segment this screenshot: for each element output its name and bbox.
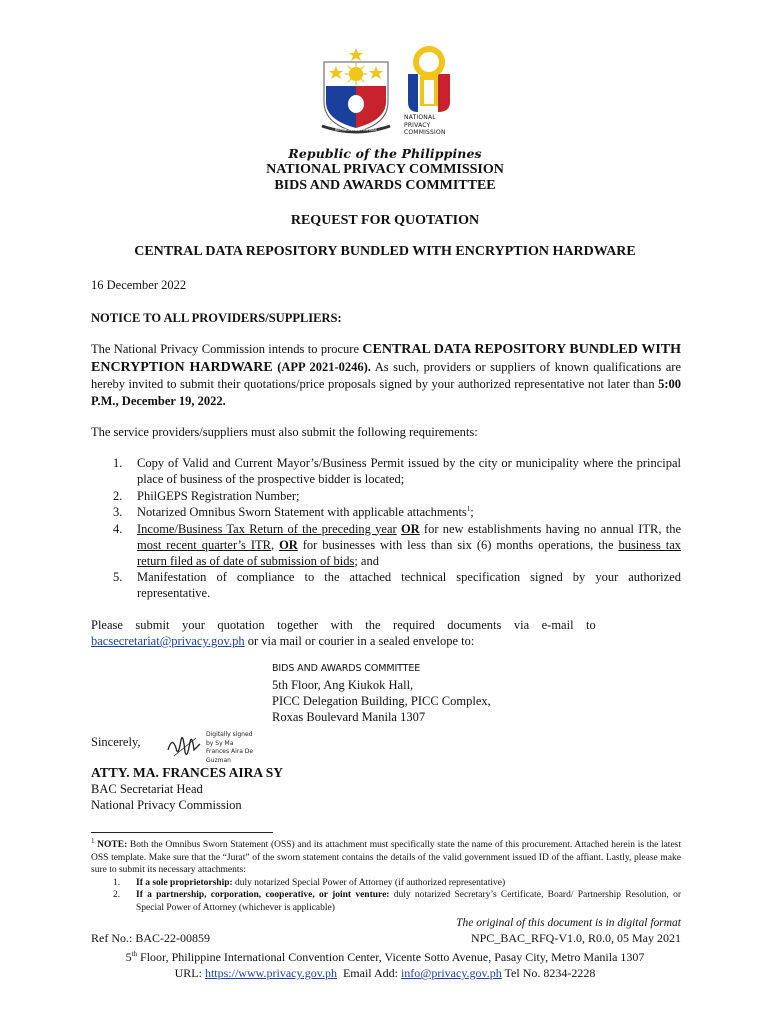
intro-project-name: CENTRAL DATA REPOSITORY BUNDLED WITH ENCRYPTION HARDWARE [91, 342, 682, 375]
address-line: Roxas Boulevard Manila 1307 [272, 710, 426, 724]
signatory-org: National Privacy Commission [91, 798, 242, 812]
intro-text-2: As such, providers or suppliers of known qualifications are hereby invited to submit their quotations/price proposals signed by your authorized representative not later than [91, 359, 681, 391]
committee-heading: BIDS AND AWARDS COMMITTEE [274, 178, 496, 193]
mailing-address [272, 661, 491, 725]
requirement-text: Copy of Valid and Current Mayor’s/Business Permit issued by the city or municipality where the principal place of business of the prospective bidder is located; [137, 456, 681, 486]
or-label: OR [279, 537, 298, 552]
website-link[interactable]: https://www.privacy.gov.ph [204, 966, 337, 980]
digital-signature-mark [166, 730, 204, 762]
npc-logo-text [404, 114, 446, 137]
footer-contacts: URL: https://www.privacy.gov.ph Email Add: info@privacy.gov.ph Tel No. 8234-2228 [174, 966, 596, 980]
requirements-list [91, 455, 681, 602]
footnote-ref: 1 [466, 504, 471, 513]
intro-app-code: (APP 2021-0246). [272, 359, 371, 374]
requirement-item: 1. Copy of Valid and Current Mayor’s/Business Permit issued by the city or municipality where the principal place of business of the prospective bidder is located; [113, 456, 681, 486]
original-format-note: The original of this document is in digital format [456, 917, 681, 929]
agency-heading: NATIONAL PRIVACY COMMISSION [266, 162, 504, 177]
closing: Sincerely, [91, 735, 141, 749]
header-logos [318, 42, 460, 140]
footnote-divider [91, 832, 273, 833]
requirement-text: PhilGEPS Registration Number; [137, 488, 300, 503]
requirement-text: Notarized Omnibus Sworn Statement with applicable attachments [137, 505, 467, 519]
notice-heading: NOTICE TO ALL PROVIDERS/SUPPLIERS: [91, 311, 342, 325]
submission-deadline: 5:00 P.M., December 19, 2022. [91, 377, 681, 408]
npc-logo-line: COMMISSION [404, 129, 446, 136]
signatory-title: BAC Secretariat Head [91, 782, 203, 796]
requirement-text: Manifestation of compliance to the attached technical specification signed by your authorized representative. [137, 570, 681, 600]
republic-heading: Republic of the Philippines [288, 146, 482, 161]
bac-email-link[interactable]: bacsecretariat@privacy.gov.ph [91, 634, 245, 648]
project-title-heading: CENTRAL DATA REPOSITORY BUNDLED WITH ENCRYPTION HARDWARE [134, 244, 636, 259]
address-heading: BIDS AND AWARDS COMMITTEE [272, 663, 421, 674]
requirement-text: Income/Business Tax Return of the preceding year [137, 521, 397, 536]
requirement-item: 4. Income/Business Tax Return of the preceding year OR for new establishments having no annual ITR, the most recent quarter’s ITR, OR for businesses with less than six (6) months operations, the business tax return filed as of date of submission of bids; and [113, 521, 682, 568]
intro-text: The National Privacy Commission intends to procure [91, 342, 363, 356]
intro-paragraph [91, 341, 681, 409]
reference-number: Ref No.: BAC-22-00859 [91, 931, 210, 945]
requirement-item: 2. PhilGEPS Registration Number; [113, 488, 300, 503]
footnote-note: $^1$ NOTE: Both the Omnibus Sworn Statement (OSS) and its attachment must specifically state the name of this procurement. Attached herein is the latest OSS template. Make sure that the “Jurat” of the sworn statement contains the details of the valid government issued ID of the affiant. Lastly, please make sure to submit its necessary attachments: [91, 836, 682, 875]
document-date: 16 December 2022 [91, 278, 187, 292]
seal-ribbon-text: REPUBLIKA NG PILIPINAS [334, 128, 378, 132]
requirements-intro: The service providers/suppliers must also submit the following requirements: [91, 425, 478, 439]
npc-logo-line: PRIVACY [404, 121, 431, 129]
document-type-heading: REQUEST FOR QUOTATION [290, 213, 480, 228]
submit-instruction-line: Please submit your quotation together with the required documents via e-mail to [91, 618, 596, 632]
digital-signature-note: Digitally signed by Sy Ma Frances Aira De Guzman [206, 731, 254, 764]
or-label: OR [400, 521, 420, 536]
footnote-item: 1. If a sole proprietorship: duly notarized Special Power of Attorney (if authorized representative) [113, 877, 506, 888]
footnote [91, 836, 682, 914]
footnote-item: 2. If a partnership, corporation, cooperative, or joint venture: duly notarized Secretary’s Certificate, Board/ Partnership Resolution, or Special Power of Attorney (whichever is applicable) [113, 890, 681, 913]
republic-seal-logo [318, 42, 394, 134]
requirement-item: 3. Notarized Omnibus Sworn Statement with applicable attachments$^1$; [113, 504, 474, 519]
signatory-name: ATTY. MA. FRANCES AIRA SY [91, 765, 284, 780]
address-line: PICC Delegation Building, PICC Complex, [272, 694, 491, 708]
address-line: 5th Floor, Ang Kiukok Hall, [272, 678, 414, 692]
submit-instruction: bacsecretariat@privacy.gov.ph or via mail or courier in a sealed envelope to: [91, 634, 475, 648]
footer-address: 5th Floor, Philippine International Convention Center, Vicente Sotto Avenue, Pasay City, Metro Manila 1307 [125, 950, 645, 964]
info-email-link[interactable]: info@privacy.gov.ph [400, 966, 502, 980]
npc-logo-line: NATIONAL [404, 114, 436, 121]
document-version: NPC_BAC_RFQ-V1.0, R0.0, 05 May 2021 [470, 931, 681, 945]
requirement-item: 5. Manifestation of compliance to the attached technical specification signed by your authorized representative. [113, 570, 681, 600]
